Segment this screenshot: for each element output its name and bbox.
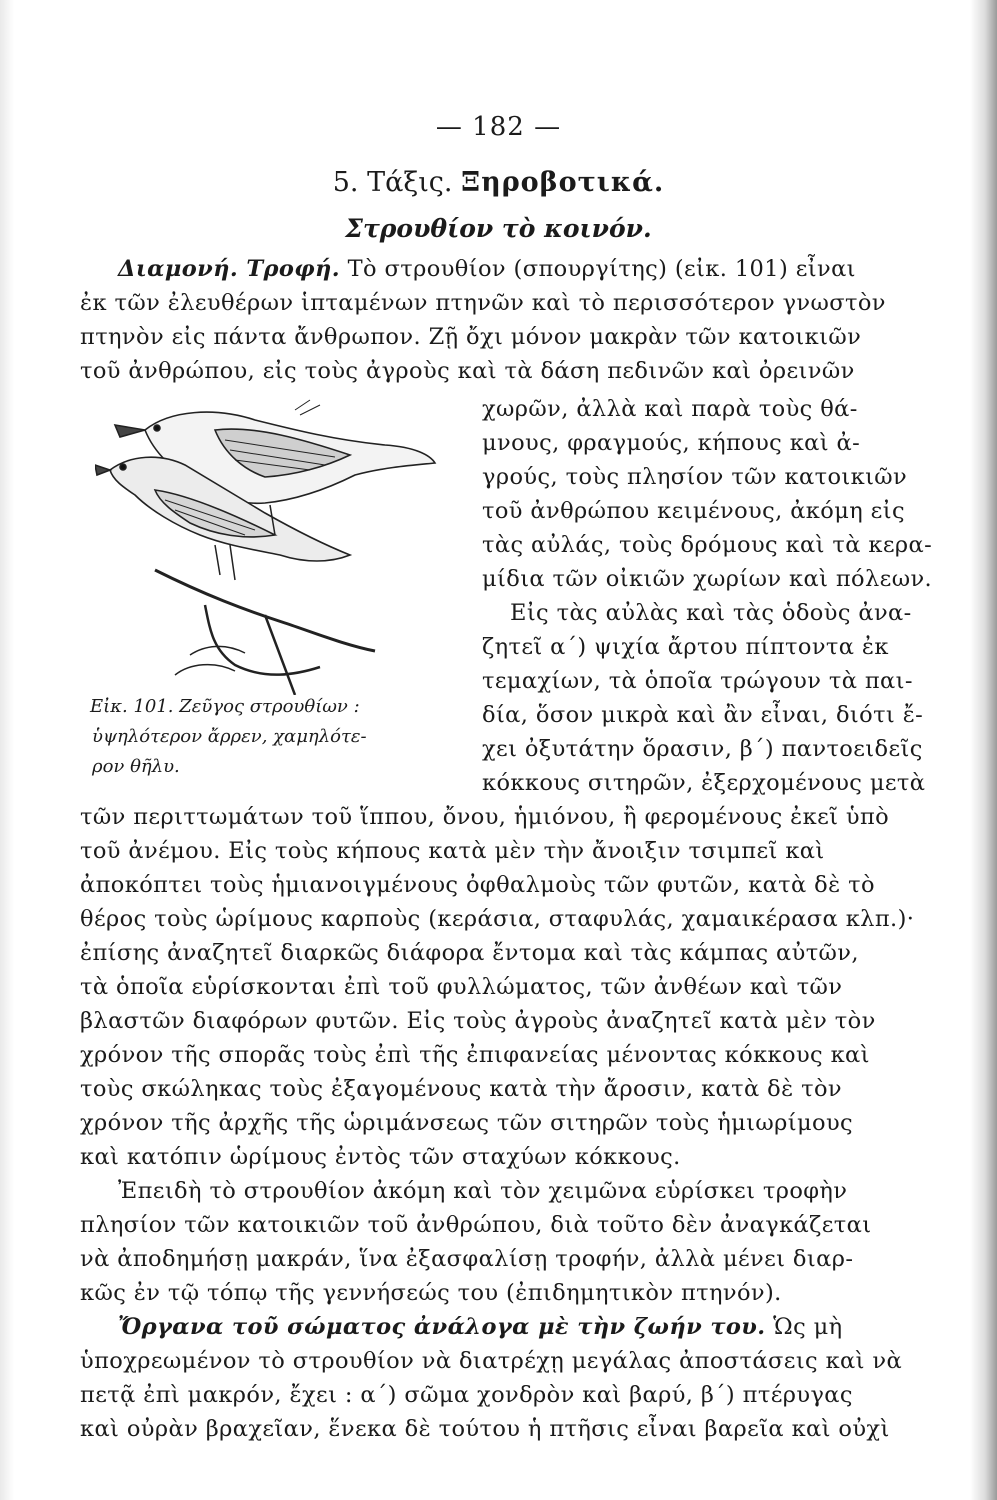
species-title: Στρουθίον τὸ κοινόν. bbox=[345, 214, 652, 243]
text-line: θέρος τοὺς ὡρίμους καρποὺς (κεράσια, σταφυλάς, χαμαικέρασα κλπ.)· bbox=[80, 906, 915, 932]
text-line: κόκκους σιτηρῶν, ἐξερχομένους μετὰ bbox=[482, 770, 926, 796]
text-line: κῶς ἐν τῷ τόπῳ τῆς γεννήσεώς του (ἐπιδημητικὸν πτηνόν). bbox=[80, 1280, 782, 1306]
text-line: καὶ κατόπιν ὡρίμους ἐντὸς τῶν σταχύων κόκκους. bbox=[80, 1144, 681, 1170]
text-line: τοῦ ἀνθρώπου, εἰς τοὺς ἀγροὺς καὶ τὰ δάση πεδινῶν καὶ ὀρεινῶν bbox=[80, 358, 855, 384]
sparrows-illustration bbox=[95, 395, 465, 695]
text-line: χωρῶν, ἀλλὰ καὶ παρὰ τοὺς θά- bbox=[482, 396, 858, 422]
text-line: πετᾷ ἐπὶ μακρόν, ἔχει : α΄) σῶμα χονδρὸν καὶ βαρύ, β΄) πτέρυγας bbox=[80, 1382, 853, 1408]
text-line: ἐκ τῶν ἐλευθέρων ἱπταμένων πτηνῶν καὶ τὸ περισσότερον γνωστὸν bbox=[80, 290, 886, 316]
text-line: μνους, φραγμούς, κήπους καὶ ἀ- bbox=[482, 430, 861, 456]
figure-caption-line: ὑψηλότερον ἄρρεν, χαμηλότε- bbox=[92, 726, 367, 747]
text-line: πτηνὸν εἰς πάντα ἄνθρωπον. Ζῇ ὄχι μόνον μακρὰν τῶν κατοικιῶν bbox=[80, 324, 862, 350]
text-line: τῶν περιττωμάτων τοῦ ἵππου, ὄνου, ἡμιόνου, ἢ φερομένους ἐκεῖ ὑπὸ bbox=[80, 804, 890, 830]
text-span: Τὸ στρουθίον (σπουργίτης) (εἰκ. 101) εἶναι bbox=[347, 256, 856, 282]
female-sparrow-eye bbox=[120, 464, 126, 470]
text-line: τὰς αὐλάς, τοὺς δρόμους καὶ τὰ κερα- bbox=[482, 532, 933, 558]
text-line: δία, ὅσον μικρὰ καὶ ἂν εἶναι, διότι ἔ- bbox=[482, 702, 924, 728]
text-line bbox=[118, 254, 933, 284]
text-line bbox=[118, 1312, 843, 1342]
text-line: πλησίον τῶν κατοικιῶν τοῦ ἀνθρώπου, διὰ τοῦτο δὲν ἀναγκάζεται bbox=[80, 1212, 872, 1238]
text-line: καὶ οὐρὰν βραχεῖαν, ἕνεκα δὲ τούτου ἡ πτῆσις εἶναι βαρεῖα καὶ οὐχὶ bbox=[80, 1416, 890, 1442]
text-line: ὑποχρεωμένον τὸ στρουθίον νὰ διατρέχῃ μεγάλας ἀποστάσεις καὶ νὰ bbox=[80, 1348, 903, 1374]
text-line: τοῦ ἀνέμου. Εἰς τοὺς κήπους κατὰ μὲν τὴν ἄνοιξιν τσιμπεῖ καὶ bbox=[80, 838, 825, 864]
text-line: μίδια τῶν οἰκιῶν χωρίων καὶ πόλεων. bbox=[482, 566, 933, 592]
text-line: τὰ ὁποῖα εὑρίσκονται ἐπὶ τοῦ φυλλώματος, τῶν ἀνθέων καὶ τῶν bbox=[80, 974, 843, 1000]
order-name: Ξηροβοτικά. bbox=[461, 167, 665, 198]
order-heading bbox=[0, 167, 997, 198]
order-prefix: 5. Τάξις. bbox=[332, 167, 453, 198]
text-line: χει ὀξυτάτην ὅρασιν, β΄) παντοειδεῖς bbox=[482, 736, 923, 762]
text-span: Ὡς μὴ bbox=[773, 1314, 843, 1340]
text-line: ἐπίσης ἀναζητεῖ διαρκῶς διάφορα ἔντομα καὶ τὰς κάμπας αὐτῶν, bbox=[80, 940, 859, 966]
figure-caption-line: Εἰκ. 101. Ζεῦγος στρουθίων : bbox=[90, 696, 360, 717]
text-line: ζητεῖ α΄) ψιχία ἄρτου πίπτοντα ἐκ bbox=[482, 634, 889, 660]
text-line: χρόνον τῆς σπορᾶς τοὺς ἐπὶ τῆς ἐπιφανείας μένοντας κόκκους καὶ bbox=[80, 1042, 870, 1068]
text-line: Ἐπειδὴ τὸ στρουθίον ἀκόμη καὶ τὸν χειμῶνα εὑρίσκει τροφὴν bbox=[118, 1178, 848, 1204]
text-line: τοὺς σκώληκας τοὺς ἐξαγομένους κατὰ τὴν ἄροσιν, κατὰ δὲ τὸν bbox=[80, 1076, 842, 1102]
text-line: γρούς, τοὺς πλησίον τῶν κατοικιῶν bbox=[482, 464, 908, 490]
text-line: ἀποκόπτει τοὺς ἡμιανοιγμένους ὀφθαλμοὺς τῶν φυτῶν, κατὰ δὲ τὸ bbox=[80, 872, 875, 898]
text-line: χρόνον τῆς ἀρχῆς τῆς ὡριμάνσεως τῶν σιτηρῶν τοὺς ἡμιωρίμους bbox=[80, 1110, 854, 1136]
male-sparrow-eye bbox=[154, 425, 160, 431]
page-number: — 182 — bbox=[435, 112, 562, 142]
female-sparrow-beak bbox=[95, 465, 110, 475]
text-line: τοῦ ἀνθρώπου κειμένους, ἀκόμη εἰς bbox=[482, 498, 905, 524]
text-line: νὰ ἀποδημήσῃ μακράν, ἵνα ἐξασφαλίσῃ τροφήν, ἀλλὰ μένει διαρ- bbox=[80, 1246, 854, 1272]
text-line: βλαστῶν διαφόρων φυτῶν. Εἰς τοὺς ἀγροὺς ἀναζητεῖ κατὰ μὲν τὸν bbox=[80, 1008, 876, 1034]
text-line: Εἰς τὰς αὐλὰς καὶ τὰς ὁδοὺς ἀνα- bbox=[510, 600, 912, 626]
text-line: τεμαχίων, τὰ ὁποῖα τρώγουν τὰ παι- bbox=[482, 668, 913, 694]
branch bbox=[155, 570, 375, 651]
section-lead: Διαμονή. Τροφή. bbox=[118, 256, 341, 282]
male-sparrow-beak bbox=[115, 425, 145, 437]
figure-caption-line: ρον θῆλυ. bbox=[92, 756, 180, 777]
branch-twig bbox=[265, 615, 295, 695]
section-lead: Ὄργανα τοῦ σώματος ἀνάλογα μὲ τὴν ζωήν του. bbox=[118, 1314, 766, 1340]
